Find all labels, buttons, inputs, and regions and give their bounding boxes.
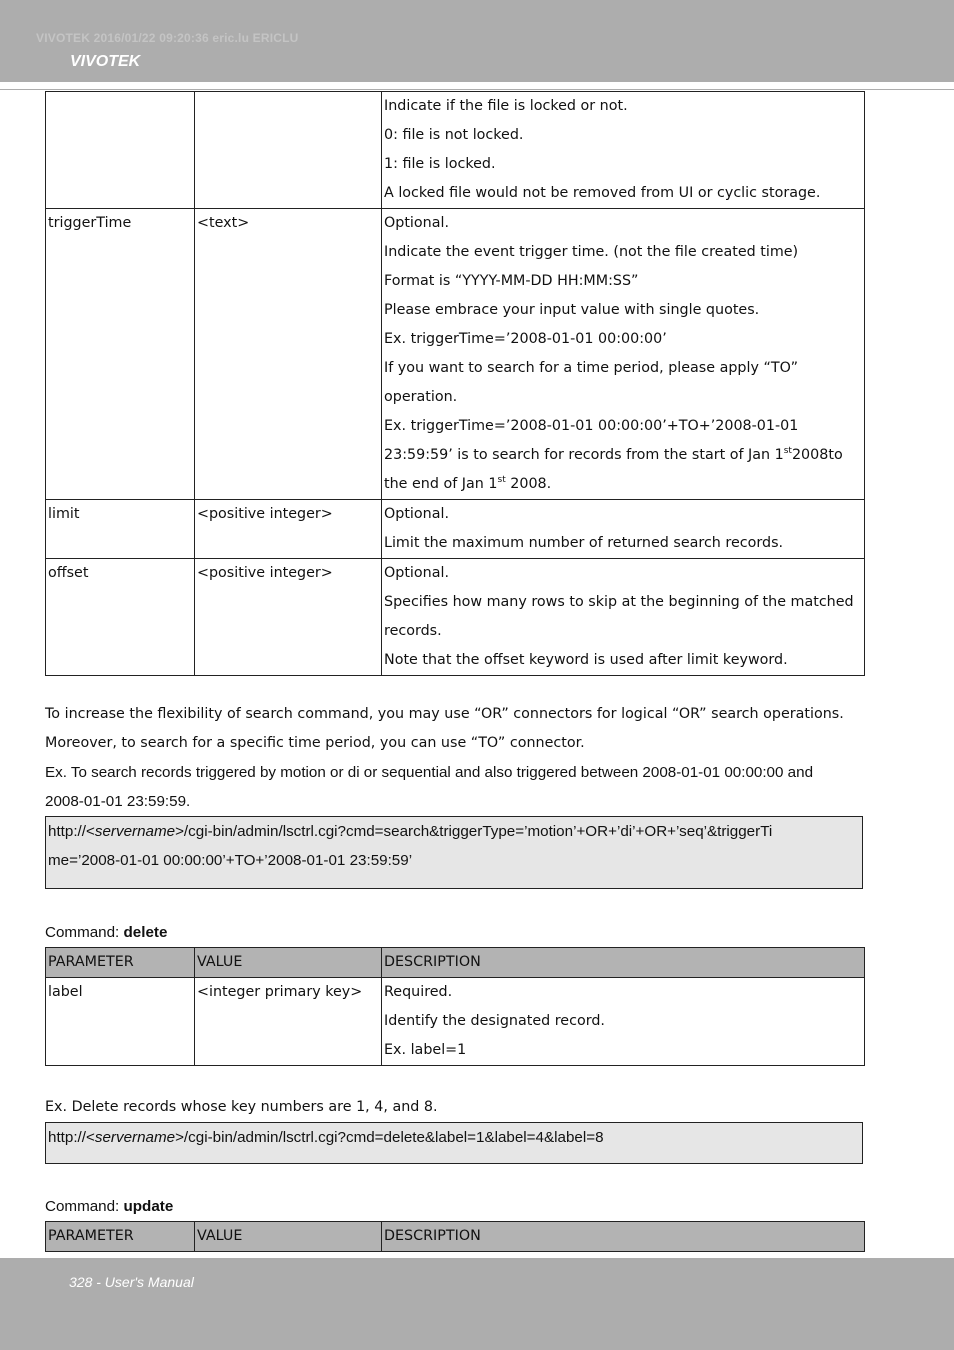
description-line: Indicate the event trigger time. (not the file created time) bbox=[384, 244, 799, 260]
watermark-text: VIVOTEK 2016/01/22 09:20:36 eric.lu ERICLU bbox=[36, 31, 299, 45]
code-text: >/cgi-bin/admin/lsctrl.cgi?cmd=search&triggerType=’motion’+OR+’di’+OR+’seq’&triggerTi bbox=[175, 823, 773, 840]
description-cell bbox=[382, 978, 865, 1066]
description-cell bbox=[382, 500, 865, 559]
update-command-heading bbox=[45, 1192, 173, 1221]
command-name: delete bbox=[123, 924, 168, 941]
delete-example-code bbox=[45, 1122, 863, 1164]
param-cell: limit bbox=[46, 500, 195, 559]
param-cell: triggerTime bbox=[46, 209, 195, 500]
superscript: st bbox=[497, 475, 506, 485]
description-line: If you want to search for a time period, please apply “TO” bbox=[384, 360, 799, 376]
column-header: DESCRIPTION bbox=[382, 1222, 865, 1252]
update-parameter-table bbox=[45, 1221, 865, 1252]
table-row bbox=[46, 209, 865, 500]
column-header: DESCRIPTION bbox=[382, 948, 865, 978]
value-cell: <text> bbox=[195, 209, 382, 500]
description-line: Please embrace your input value with single quotes. bbox=[384, 302, 760, 318]
code-text: http://< bbox=[48, 1129, 95, 1146]
command-name: update bbox=[123, 1198, 174, 1215]
description-cell bbox=[382, 209, 865, 500]
table-header-row bbox=[46, 948, 865, 978]
description-line: 1: file is locked. bbox=[384, 156, 496, 172]
column-header: VALUE bbox=[195, 948, 382, 978]
column-header: VALUE bbox=[195, 1222, 382, 1252]
description-cell bbox=[382, 92, 865, 209]
description-line: Format is “YYYY-MM-DD HH:MM:SS” bbox=[384, 273, 639, 289]
paragraph-line: To increase the flexibility of search command, you may use “OR” connectors for logical “OR” search operations. bbox=[45, 706, 844, 722]
header-divider bbox=[0, 89, 954, 90]
command-label: Command: bbox=[45, 924, 124, 941]
table-row bbox=[46, 92, 865, 209]
param-cell bbox=[46, 92, 195, 209]
search-connector-paragraph bbox=[45, 700, 875, 816]
description-line: operation. bbox=[384, 389, 458, 405]
column-header: PARAMETER bbox=[46, 948, 195, 978]
search-example-code bbox=[45, 816, 863, 889]
description-line: Ex. triggerTime=’2008-01-01 00:00:00’+TO+’2008-01-01 bbox=[384, 418, 799, 434]
value-cell: <positive integer> bbox=[195, 500, 382, 559]
servername-placeholder: servername bbox=[94, 823, 176, 840]
table-header-row bbox=[46, 1222, 865, 1252]
delete-command-heading bbox=[45, 918, 167, 947]
description-line: Specifies how many rows to skip at the beginning of the matched bbox=[384, 594, 854, 610]
servername-placeholder: servername bbox=[94, 1129, 176, 1146]
description-text: the end of Jan 1 bbox=[384, 476, 498, 492]
description-line bbox=[384, 441, 862, 470]
paragraph-line: Ex. To search records triggered by motion or di or sequential and also triggered between 2008-01-01 00:00:00 and bbox=[45, 764, 814, 781]
description-text: 2008. bbox=[505, 476, 552, 492]
page-footer bbox=[0, 1258, 954, 1350]
code-line: me=’2008-01-01 00:00:00’+TO+’2008-01-01 23:59:59’ bbox=[48, 852, 413, 869]
description-line bbox=[384, 470, 862, 499]
description-line: A locked file would not be removed from UI or cyclic storage. bbox=[384, 185, 821, 201]
description-line: Required. bbox=[384, 984, 453, 1000]
description-text: 23:59:59’ is to search for records from the start of Jan 1 bbox=[384, 447, 784, 463]
description-text: 2008to bbox=[791, 447, 843, 463]
code-text: >/cgi-bin/admin/lsctrl.cgi?cmd=delete&label=1&label=4&label=8 bbox=[175, 1129, 604, 1146]
description-line: Limit the maximum number of returned search records. bbox=[384, 535, 784, 551]
delete-example-text: Ex. Delete records whose key numbers are 1, 4, and 8. bbox=[45, 1099, 438, 1115]
description-cell bbox=[382, 559, 865, 676]
description-line: Optional. bbox=[384, 215, 449, 231]
param-cell: offset bbox=[46, 559, 195, 676]
code-line bbox=[48, 817, 860, 846]
delete-parameter-table bbox=[45, 947, 865, 1066]
brand-logo: VIVOTEK bbox=[70, 53, 141, 70]
description-line: Identify the designated record. bbox=[384, 1013, 605, 1029]
description-line: Ex. label=1 bbox=[384, 1042, 467, 1058]
description-line: Note that the offset keyword is used after limit keyword. bbox=[384, 652, 788, 668]
param-cell: label bbox=[46, 978, 195, 1066]
value-cell: <integer primary key> bbox=[195, 978, 382, 1066]
description-line: Optional. bbox=[384, 565, 449, 581]
code-line bbox=[48, 1123, 860, 1152]
description-line: Ex. triggerTime=’2008-01-01 00:00:00’ bbox=[384, 331, 667, 347]
page-number: 328 - User's Manual bbox=[69, 1274, 194, 1290]
value-cell bbox=[195, 92, 382, 209]
table-row bbox=[46, 559, 865, 676]
search-parameter-table bbox=[45, 91, 865, 676]
table-row bbox=[46, 978, 865, 1066]
description-line: records. bbox=[384, 623, 442, 639]
description-line: Optional. bbox=[384, 506, 449, 522]
code-text: http://< bbox=[48, 823, 95, 840]
page-header bbox=[0, 0, 954, 82]
value-cell: <positive integer> bbox=[195, 559, 382, 676]
column-header: PARAMETER bbox=[46, 1222, 195, 1252]
paragraph-line: Moreover, to search for a specific time period, you can use “TO” connector. bbox=[45, 735, 585, 751]
paragraph-line: 2008-01-01 23:59:59. bbox=[45, 793, 191, 810]
description-line: 0: file is not locked. bbox=[384, 127, 524, 143]
description-line: Indicate if the file is locked or not. bbox=[384, 98, 628, 114]
superscript: st bbox=[783, 446, 792, 456]
command-label: Command: bbox=[45, 1198, 124, 1215]
table-row bbox=[46, 500, 865, 559]
